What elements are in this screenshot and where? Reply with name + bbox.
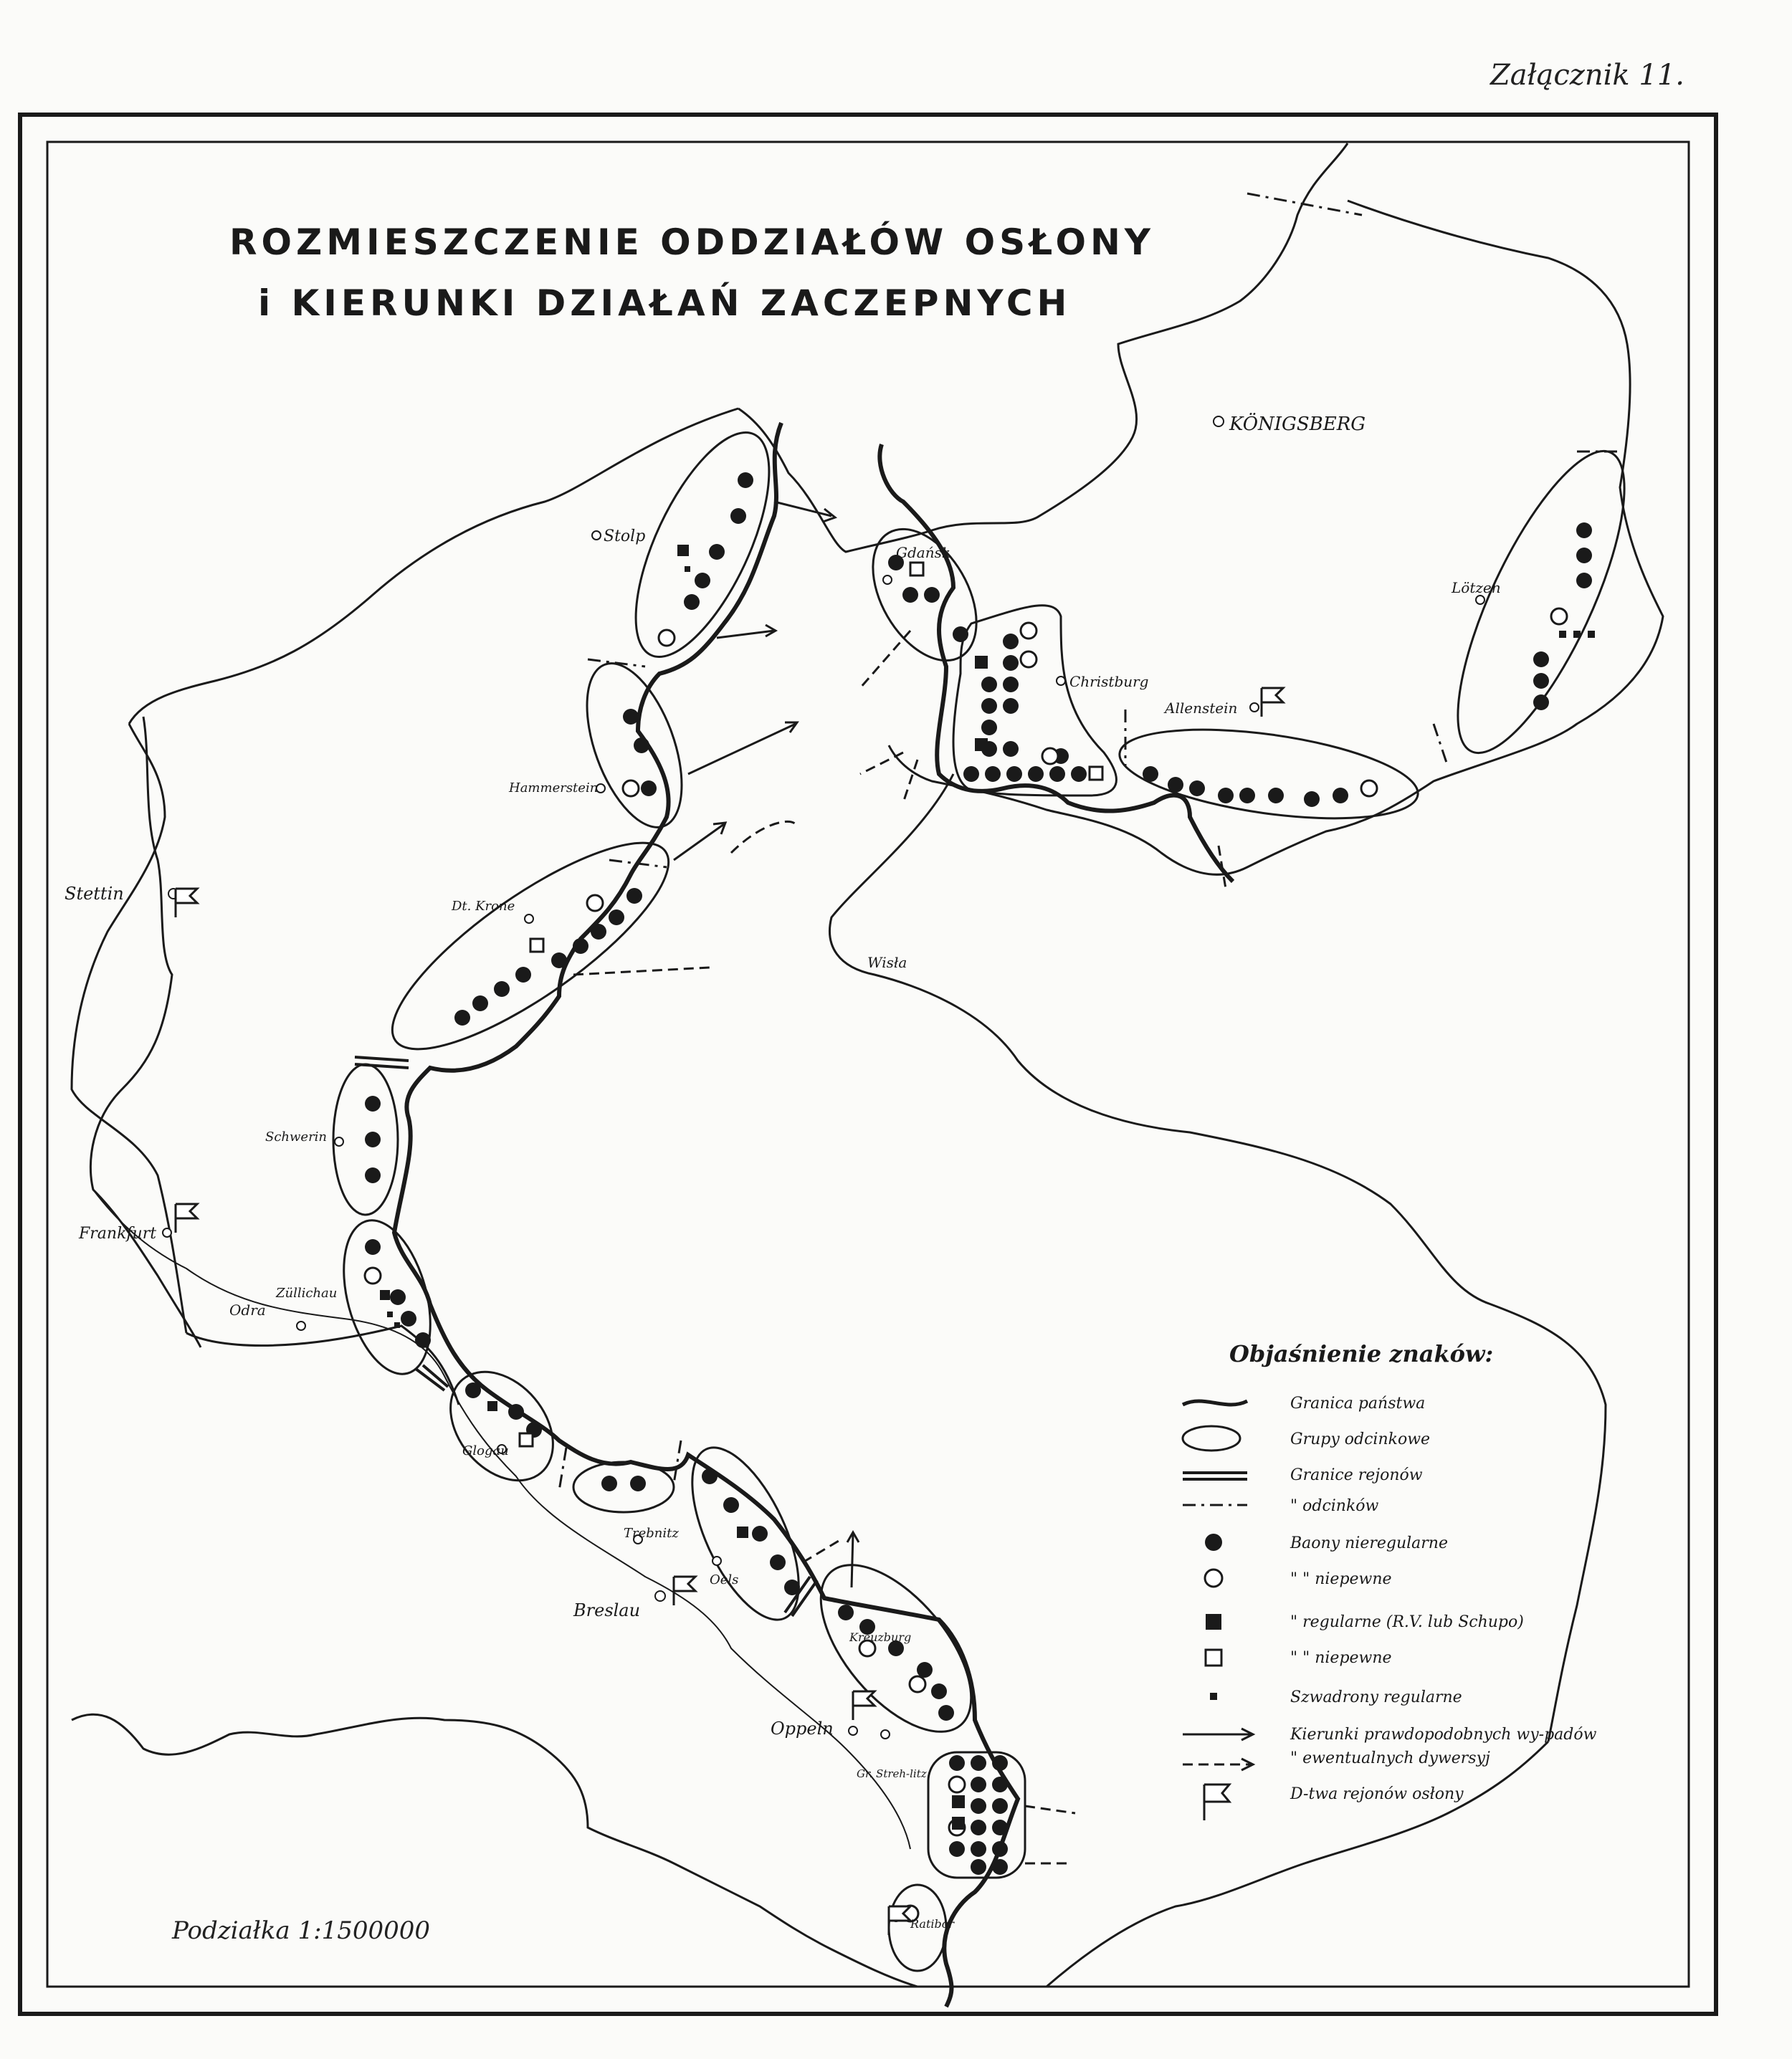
legend-label-section: " odcinków bbox=[1290, 1497, 1379, 1515]
czech-border bbox=[72, 1714, 918, 1987]
label-breslau: Breslau bbox=[573, 1600, 641, 1620]
legend-label-solid-arrow: Kierunki prawdopodobnych wy-padów bbox=[1290, 1726, 1597, 1744]
legend-label-irregular: Baony nieregularne bbox=[1290, 1534, 1448, 1552]
label-glogau: Glogau bbox=[462, 1443, 509, 1458]
units-uncertain bbox=[365, 608, 1567, 1921]
label-gr-strehlitz: Gr. Streh-litz bbox=[857, 1767, 927, 1780]
label-oppeln: Oppeln bbox=[771, 1719, 834, 1739]
legend-label-regular: " regularne (R.V. lub Schupo) bbox=[1290, 1613, 1524, 1631]
label-schwerin: Schwerin bbox=[265, 1129, 328, 1145]
label-trebnitz: Trebnitz bbox=[624, 1526, 679, 1541]
legend-label-uncertain: " " niepewne bbox=[1290, 1570, 1392, 1588]
title-line-1: ROZMIESZCZENIE ODDZIAŁÓW OSŁONY bbox=[229, 221, 1155, 263]
vistula-river bbox=[830, 774, 1606, 1742]
label-stolp: Stolp bbox=[604, 527, 646, 545]
label-hammerstein: Hammerstein bbox=[509, 780, 599, 796]
label-konigsberg: KÖNIGSBERG bbox=[1229, 414, 1366, 435]
group-allenstein bbox=[1114, 714, 1423, 833]
label-ratibor: Ratibor bbox=[910, 1917, 955, 1931]
section-borders bbox=[559, 194, 1620, 1491]
title-line-2: i KIERUNKI DZIAŁAŃ ZACZEPNYCH bbox=[258, 282, 1072, 324]
label-odra: Odra bbox=[229, 1301, 266, 1319]
label-stettin: Stettin bbox=[65, 884, 124, 904]
legend-symbol-border bbox=[1183, 1401, 1247, 1405]
label-gdansk: Gdańsk bbox=[896, 544, 950, 561]
inner-frame bbox=[47, 142, 1689, 1987]
legend-label-region: Granice rejonów bbox=[1290, 1466, 1423, 1484]
city-markers bbox=[163, 416, 1484, 1921]
label-wisla: Wisła bbox=[867, 954, 907, 971]
south-east-border bbox=[1047, 1742, 1548, 1987]
label-zullichau: Züllichau bbox=[276, 1286, 338, 1301]
legend-title: Objaśnienie znaków: bbox=[1229, 1340, 1494, 1367]
group-trebnitz bbox=[573, 1462, 674, 1512]
label-frankfurt: Frankfurt bbox=[79, 1225, 157, 1243]
scale-label: Podziałka 1:1500000 bbox=[172, 1916, 431, 1945]
legend-label-border: Granica państwa bbox=[1290, 1395, 1426, 1413]
diversion-directions bbox=[573, 631, 1226, 1863]
legend-label-flag: D-twa rejonów osłony bbox=[1290, 1785, 1464, 1803]
attack-directions bbox=[674, 502, 859, 1587]
legend-symbol-irregular bbox=[1205, 1534, 1222, 1551]
west-border-river bbox=[90, 717, 201, 1347]
legend-label-dashed-arrow: " ewentualnych dywersyj bbox=[1290, 1749, 1490, 1767]
label-allenstein: Allenstein bbox=[1165, 699, 1238, 717]
legend-symbol-ellipse bbox=[1183, 1426, 1240, 1451]
label-kreuzburg: Kreuzburg bbox=[849, 1630, 912, 1644]
legend bbox=[1183, 1340, 1597, 1820]
legend-symbol-uncertain bbox=[1205, 1570, 1222, 1587]
oder-river bbox=[93, 1190, 910, 1849]
annex-label: Załącznik 11. bbox=[1490, 59, 1684, 92]
legend-symbol-flag bbox=[1204, 1785, 1229, 1820]
label-christburg: Christburg bbox=[1069, 673, 1149, 690]
border-east-pomerania bbox=[880, 444, 1233, 882]
label-dt-krone: Dt. Krone bbox=[452, 899, 515, 914]
units-irregular bbox=[365, 472, 1592, 1875]
group-glogau bbox=[429, 1352, 573, 1500]
coast-baltic bbox=[738, 143, 1348, 552]
legend-label-cavalry: Szwadrony regularne bbox=[1290, 1688, 1462, 1706]
label-oels: Oels bbox=[710, 1572, 739, 1587]
legend-label-ellipse: Grupy odcinkowe bbox=[1290, 1430, 1431, 1448]
legend-symbol-cavalry bbox=[1210, 1693, 1217, 1700]
hq-flags bbox=[176, 688, 1283, 1935]
units-regular-uncertain bbox=[520, 563, 1102, 1446]
label-lotzen: Lötzen bbox=[1452, 579, 1501, 596]
legend-symbol-regular bbox=[1206, 1614, 1221, 1630]
legend-symbol-regular-uncertain bbox=[1206, 1650, 1221, 1666]
legend-label-regular-uncertain: " " niepewne bbox=[1290, 1649, 1392, 1667]
